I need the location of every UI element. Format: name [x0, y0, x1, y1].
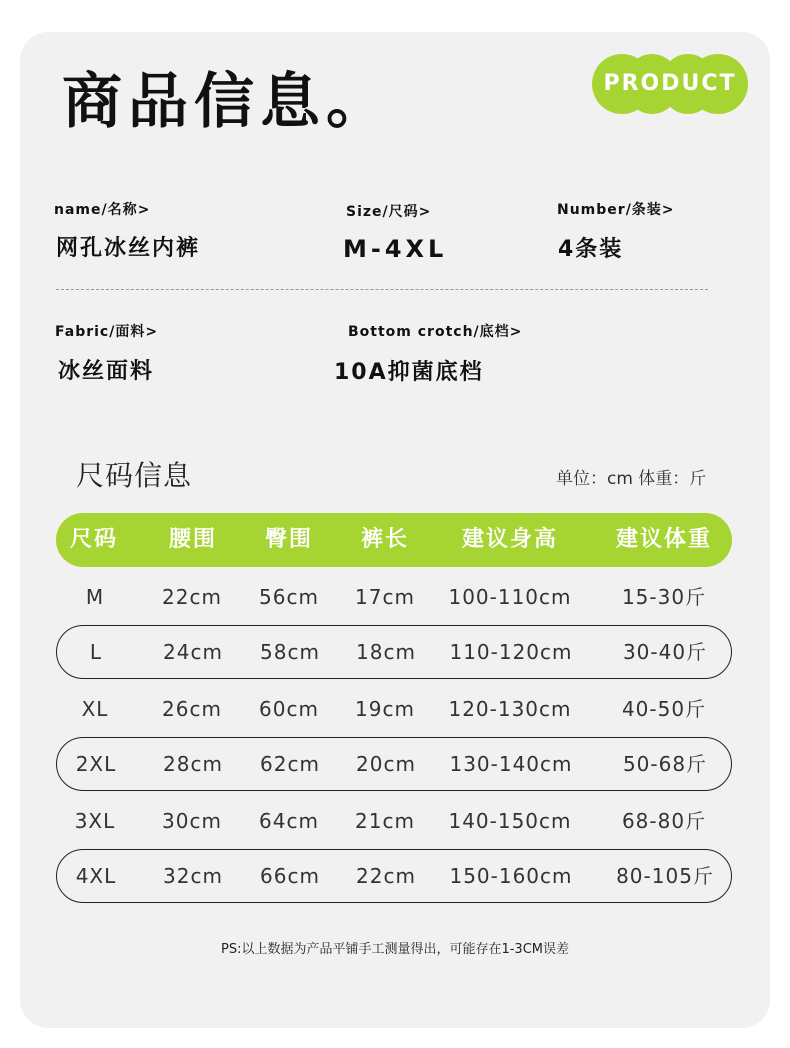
cell-size: 4XL — [75, 863, 117, 888]
cell-waist: 24cm — [163, 639, 223, 664]
cell-weight: 40-50斤 — [621, 697, 707, 721]
cell-height: 150-160cm — [449, 863, 573, 888]
header-waist: 腰围 — [168, 527, 217, 552]
fabric-value: 冰丝面料 — [58, 359, 155, 384]
cell-waist: 30cm — [162, 809, 222, 833]
cell-hip: 62cm — [260, 751, 320, 776]
cell-length: 19cm — [355, 697, 415, 721]
name-label: name/名称> — [54, 202, 151, 218]
cell-hip: 64cm — [259, 809, 319, 833]
header-hip: 臀围 — [264, 527, 313, 552]
cell-waist: 28cm — [163, 751, 223, 776]
cell-weight: 30-40斤 — [622, 639, 708, 664]
cell-size: 2XL — [75, 751, 117, 776]
cell-size: 3XL — [74, 809, 116, 833]
cell-length: 21cm — [355, 809, 415, 833]
cell-length: 17cm — [355, 585, 415, 609]
cell-height: 130-140cm — [449, 751, 573, 776]
crotch-value: 10A抑菌底档 — [334, 360, 484, 385]
name-value: 网孔冰丝内裤 — [56, 236, 201, 261]
table-row — [56, 625, 732, 679]
cell-hip: 56cm — [259, 585, 319, 609]
page-title: 商品信息。 — [62, 67, 392, 137]
badge-label: PRODUCT — [603, 71, 737, 96]
fabric-label: Fabric/面料> — [55, 324, 159, 340]
cell-weight: 15-30斤 — [621, 585, 707, 609]
cell-waist: 26cm — [162, 697, 222, 721]
cell-waist: 32cm — [163, 863, 223, 888]
product-badge — [592, 54, 748, 114]
cell-height: 100-110cm — [448, 585, 572, 609]
cell-hip: 66cm — [260, 863, 320, 888]
table-row — [56, 849, 732, 903]
dashed-divider — [56, 289, 708, 290]
table-row — [56, 682, 732, 736]
cell-length: 22cm — [356, 863, 416, 888]
cell-waist: 22cm — [162, 585, 222, 609]
size-label: Size/尺码> — [346, 204, 432, 220]
number-value: 4条装 — [558, 237, 624, 262]
size-section-title: 尺码信息 — [76, 459, 193, 492]
cell-height: 110-120cm — [449, 639, 573, 664]
cell-size: M — [85, 585, 105, 609]
header-weight: 建议体重 — [615, 527, 712, 552]
cell-weight: 50-68斤 — [622, 751, 708, 776]
size-value: M-4XL — [343, 235, 448, 263]
cell-height: 120-130cm — [448, 697, 572, 721]
header-length: 裤长 — [360, 527, 409, 552]
table-header — [56, 513, 732, 567]
table-row — [56, 794, 732, 848]
crotch-label: Bottom crotch/底档> — [348, 324, 523, 340]
cell-length: 18cm — [356, 639, 416, 664]
cell-hip: 58cm — [260, 639, 320, 664]
cell-size: L — [89, 639, 103, 664]
cell-hip: 60cm — [259, 697, 319, 721]
header-size: 尺码 — [69, 527, 118, 552]
table-row — [56, 570, 732, 624]
table-row — [56, 737, 732, 791]
cell-length: 20cm — [356, 751, 416, 776]
header-height: 建议身高 — [461, 527, 558, 552]
measurement-note: PS:以上数据为产品平铺手工测量得出，可能存在1-3CM误差 — [221, 942, 569, 957]
cell-size: XL — [81, 697, 109, 721]
cell-height: 140-150cm — [448, 809, 572, 833]
cell-weight: 68-80斤 — [621, 809, 707, 833]
number-label: Number/条装> — [557, 202, 675, 218]
unit-note: 单位：cm 体重：斤 — [556, 469, 707, 489]
cell-weight: 80-105斤 — [616, 863, 714, 888]
